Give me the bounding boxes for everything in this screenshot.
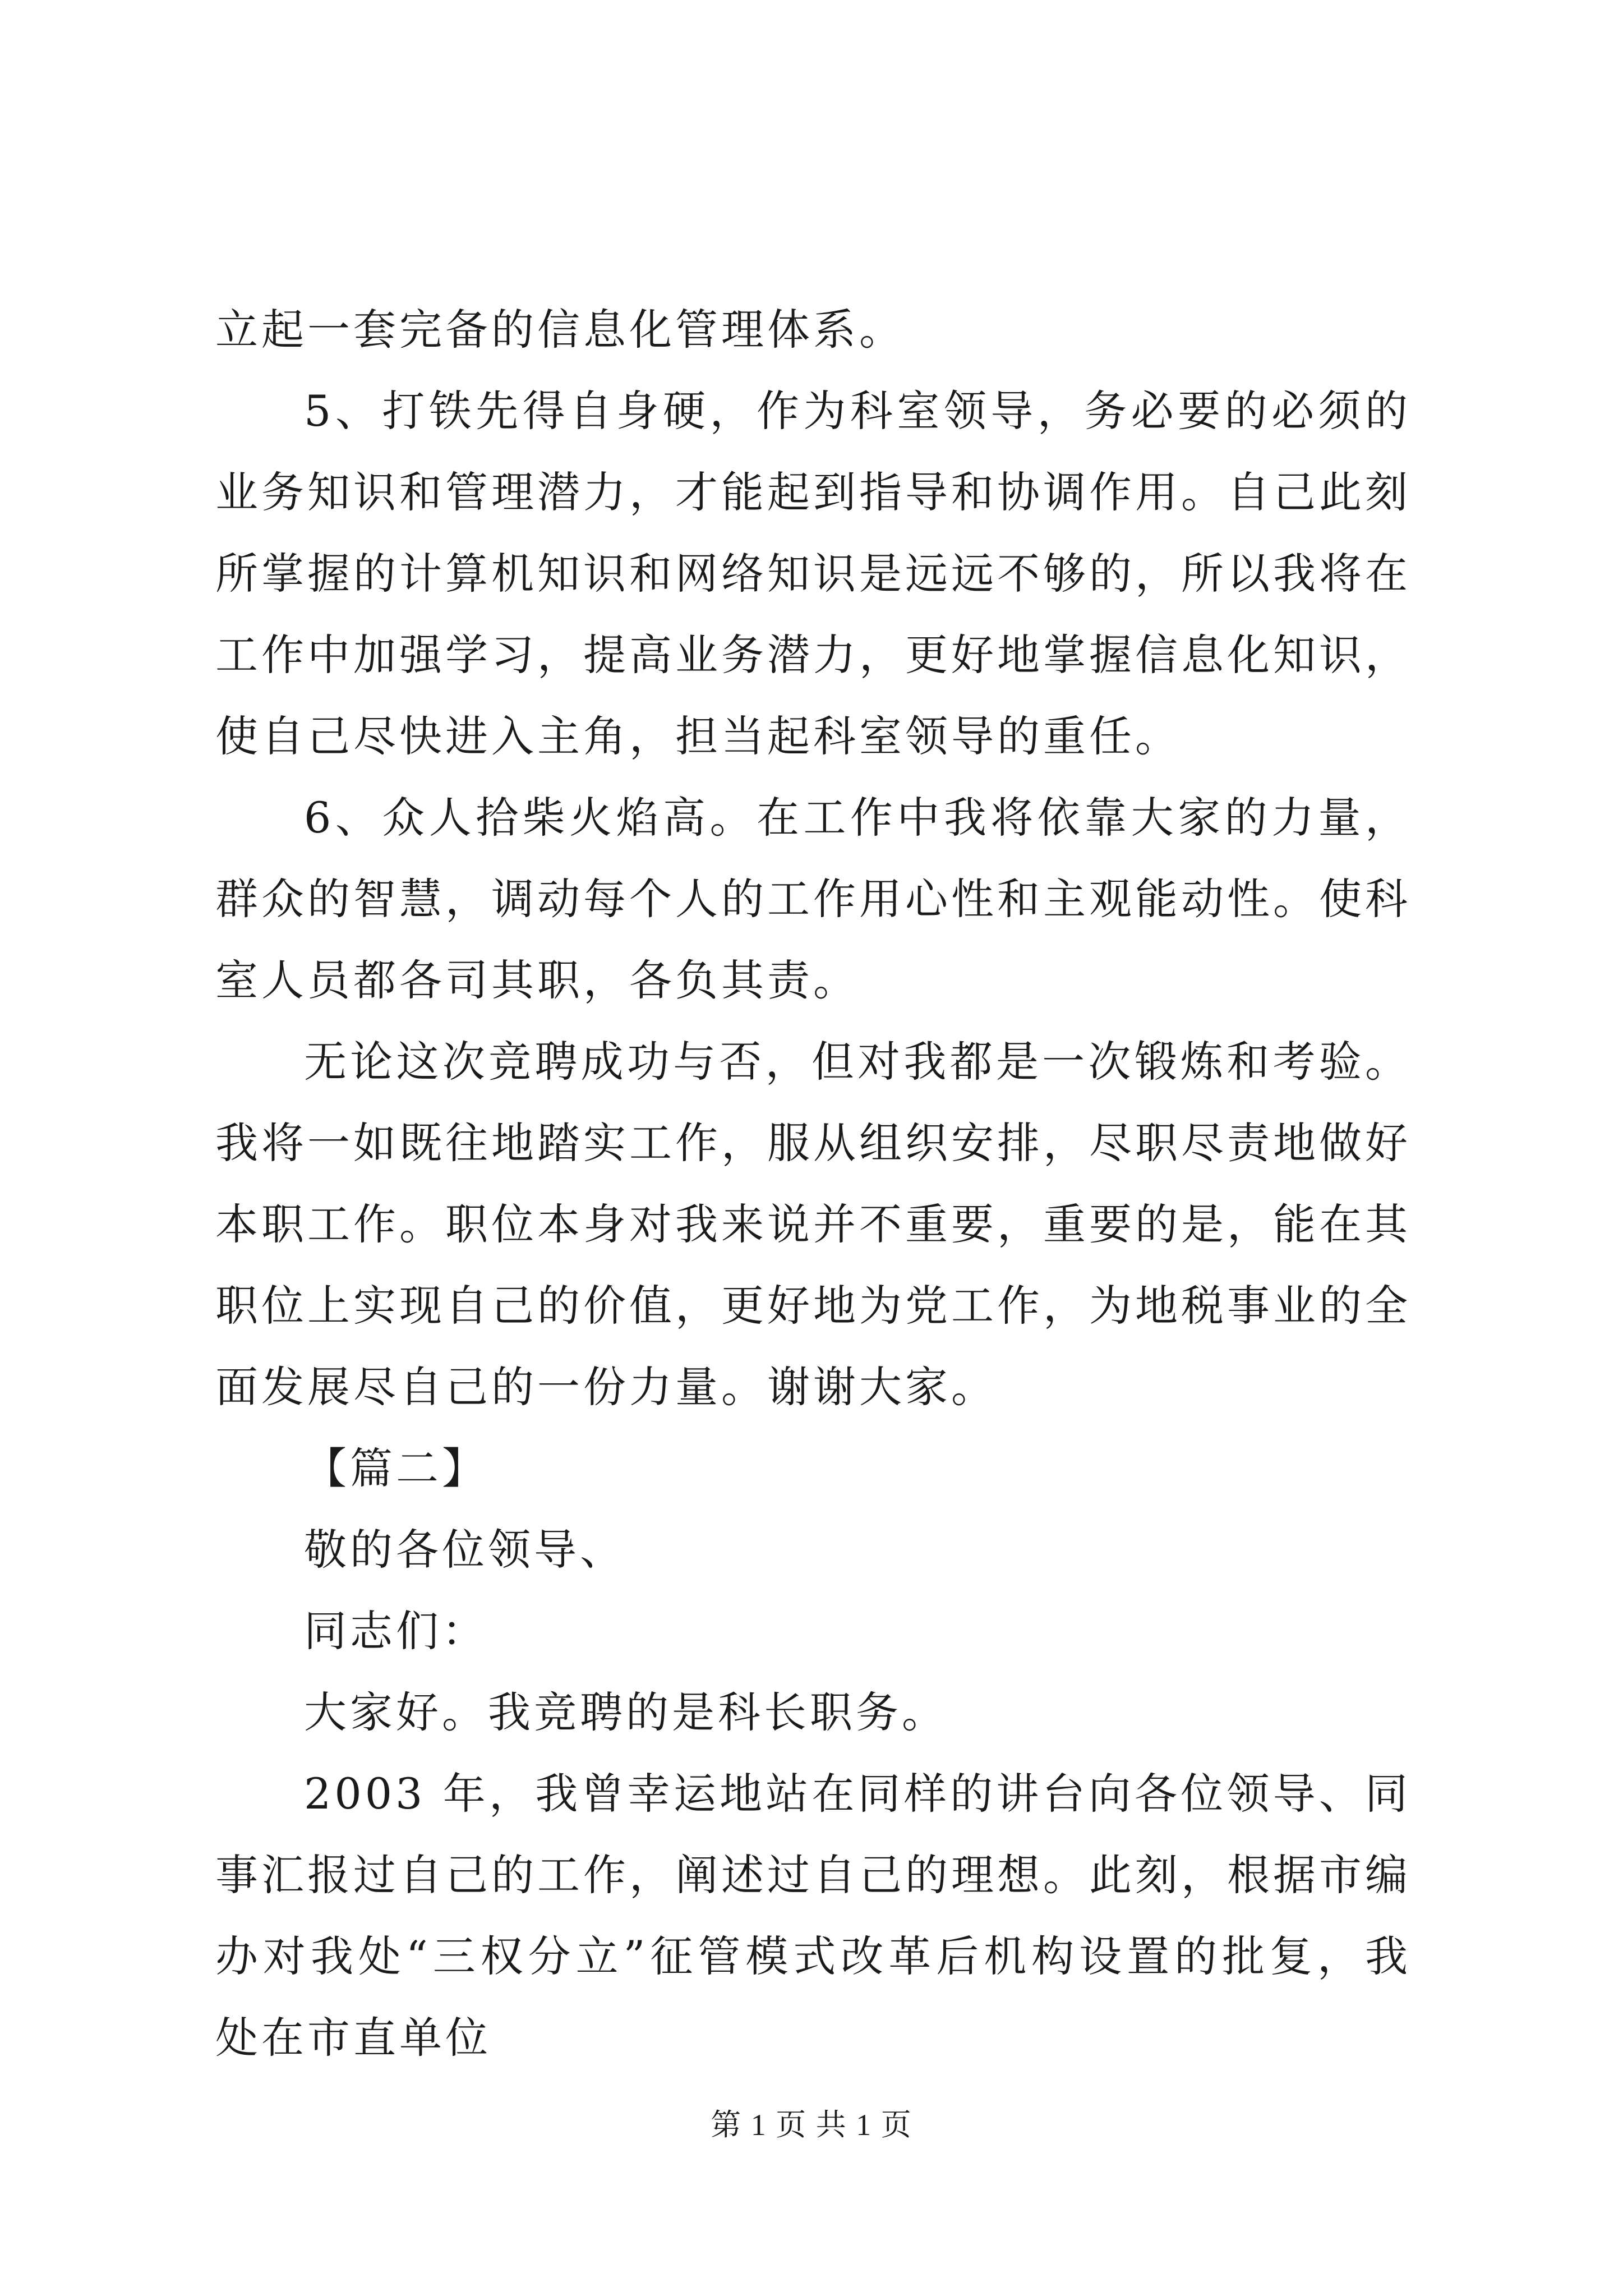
paragraph-item-5: 5、打铁先得自身硬，作为科室领导，务必要的必须的业务知识和管理潜力，才能起到指导和协调作用。自己此刻所掌握的计算机知识和网络知识是远远不够的，所以我将在工作中加强学习，提高业务潜力，更好地掌握信息化知识，使自己尽快进入主角，担当起科室领导的重任。	[215, 386, 1411, 761]
salutation-line-1: 敬的各位领导、	[304, 1525, 626, 1575]
paragraph-closing: 无论这次竞聘成功与否，但对我都是一次锻炼和考验。我将一如既往地踏实工作，服从组织安排，尽职尽责地做好本职工作。职位本身对我来说并不重要，重要的是，能在其职位上实现自己的价值，更好地为党工作，为地税事业的全面发展尽自己的一份力量。谢谢大家。	[215, 1037, 1411, 1412]
section-heading: 【篇二】	[304, 1443, 488, 1493]
document-body	[215, 289, 1411, 2078]
paragraph-2003: 2003 年，我曾幸运地站在同样的讲台向各位领导、同事汇报过自己的工作，阐述过自己的理想。此刻，根据市编办对我处“三权分立”征管模式改革后机构设置的批复，我处在市直单位	[215, 1769, 1411, 2063]
salutation-line-2: 同志们：	[304, 1606, 488, 1656]
paragraph-continuation: 立起一套完备的信息化管理体系。	[215, 305, 905, 355]
paragraph-item-6: 6、众人拾柴火焰高。在工作中我将依靠大家的力量，群众的智慧，调动每个人的工作用心性和主观能动性。使科室人员都各司其职，各负其责。	[215, 793, 1411, 1005]
page-number-footer: 第 1 页 共 1 页	[711, 2108, 912, 2142]
greeting-line: 大家好。我竞聘的是科长职务。	[304, 1687, 948, 1737]
